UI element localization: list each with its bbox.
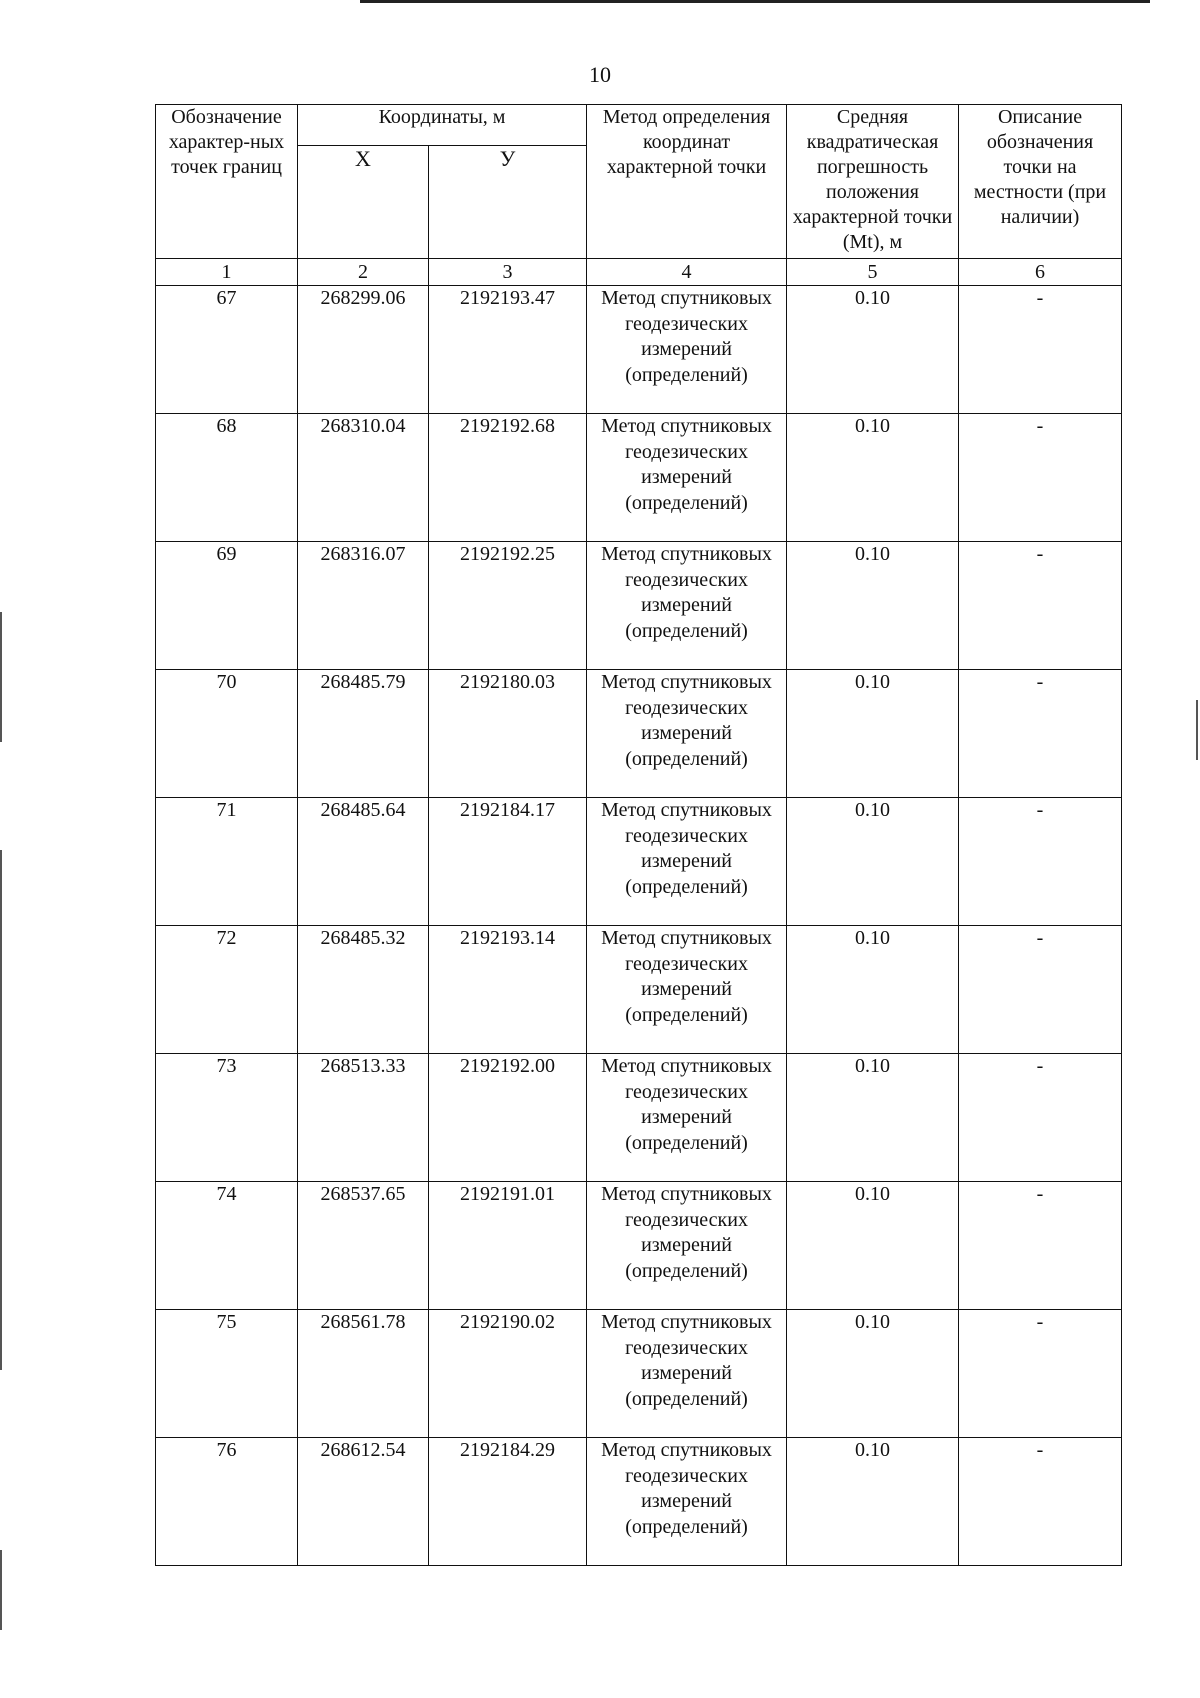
coordinates-table [155,104,1122,1566]
point-description: - [959,670,1122,798]
mean-square-error: 0.10 [787,1182,959,1310]
header-x: X [298,146,429,259]
coordinate-y: 2192193.14 [429,926,587,1054]
point-description: - [959,1182,1122,1310]
table-row [156,1438,1122,1566]
table-row [156,286,1122,414]
method: Метод спутниковых геодезических измерений (определений) [587,798,787,926]
point-number: 71 [156,798,298,926]
point-description: - [959,798,1122,926]
point-number: 76 [156,1438,298,1566]
coordinate-y: 2192191.01 [429,1182,587,1310]
point-description: - [959,1310,1122,1438]
mean-square-error: 0.10 [787,414,959,542]
table-row [156,1182,1122,1310]
header-y: У [429,146,587,259]
coordinate-x: 268310.04 [298,414,429,542]
coordinate-y: 2192192.25 [429,542,587,670]
table-row [156,670,1122,798]
point-description: - [959,1438,1122,1566]
point-number: 68 [156,414,298,542]
coordinate-x: 268612.54 [298,1438,429,1566]
coordinate-x: 268485.64 [298,798,429,926]
mean-square-error: 0.10 [787,670,959,798]
coordinate-x: 268485.32 [298,926,429,1054]
point-number: 67 [156,286,298,414]
coordinate-y: 2192184.17 [429,798,587,926]
mean-square-error: 0.10 [787,542,959,670]
point-number: 70 [156,670,298,798]
method: Метод спутниковых геодезических измерений (определений) [587,1182,787,1310]
table-row [156,1054,1122,1182]
method: Метод спутниковых геодезических измерений (определений) [587,670,787,798]
mean-square-error: 0.10 [787,926,959,1054]
column-number: 2 [298,259,429,286]
table-row [156,542,1122,670]
coordinate-y: 2192190.02 [429,1310,587,1438]
coordinate-x: 268485.79 [298,670,429,798]
method: Метод спутниковых геодезических измерений (определений) [587,1310,787,1438]
point-description: - [959,414,1122,542]
coordinate-y: 2192192.68 [429,414,587,542]
method: Метод спутниковых геодезических измерений (определений) [587,542,787,670]
method: Метод спутниковых геодезических измерений (определений) [587,414,787,542]
coordinate-x: 268513.33 [298,1054,429,1182]
method: Метод спутниковых геодезических измерений (определений) [587,1054,787,1182]
scan-top-edge-line [360,0,1150,3]
point-number: 75 [156,1310,298,1438]
header-method: Метод определения координат характерной точки [587,105,787,259]
scan-edge-mark [0,1550,2,1630]
coordinate-x: 268561.78 [298,1310,429,1438]
coordinate-y: 2192193.47 [429,286,587,414]
header-error: Средняя квадратическая погрешность положения характерной точки (Mt), м [787,105,959,259]
method: Метод спутниковых геодезических измерений (определений) [587,1438,787,1566]
method: Метод спутниковых геодезических измерений (определений) [587,926,787,1054]
scan-edge-mark [1196,700,1198,760]
point-number: 73 [156,1054,298,1182]
table-row [156,414,1122,542]
header-designation: Обозначение характер-ных точек границ [156,105,298,259]
column-number: 5 [787,259,959,286]
column-number-row [156,259,1122,286]
table-row [156,798,1122,926]
mean-square-error: 0.10 [787,286,959,414]
column-number: 6 [959,259,1122,286]
scan-edge-mark [0,850,2,1370]
point-description: - [959,1054,1122,1182]
mean-square-error: 0.10 [787,1310,959,1438]
coordinate-y: 2192184.29 [429,1438,587,1566]
table-row [156,926,1122,1054]
coordinate-y: 2192180.03 [429,670,587,798]
coordinate-y: 2192192.00 [429,1054,587,1182]
point-description: - [959,542,1122,670]
method: Метод спутниковых геодезических измерений (определений) [587,286,787,414]
column-number: 4 [587,259,787,286]
point-number: 74 [156,1182,298,1310]
coordinate-x: 268537.65 [298,1182,429,1310]
mean-square-error: 0.10 [787,1438,959,1566]
point-number: 72 [156,926,298,1054]
scan-edge-mark [0,612,2,742]
mean-square-error: 0.10 [787,1054,959,1182]
column-number: 3 [429,259,587,286]
column-number: 1 [156,259,298,286]
coordinate-x: 268299.06 [298,286,429,414]
header-coordinates: Координаты, м [298,105,587,146]
coordinate-x: 268316.07 [298,542,429,670]
table-row [156,1310,1122,1438]
point-number: 69 [156,542,298,670]
point-description: - [959,926,1122,1054]
mean-square-error: 0.10 [787,798,959,926]
point-description: - [959,286,1122,414]
header-description: Описание обозначения точки на местности (при наличии) [959,105,1122,259]
page-number: 10 [589,62,611,87]
